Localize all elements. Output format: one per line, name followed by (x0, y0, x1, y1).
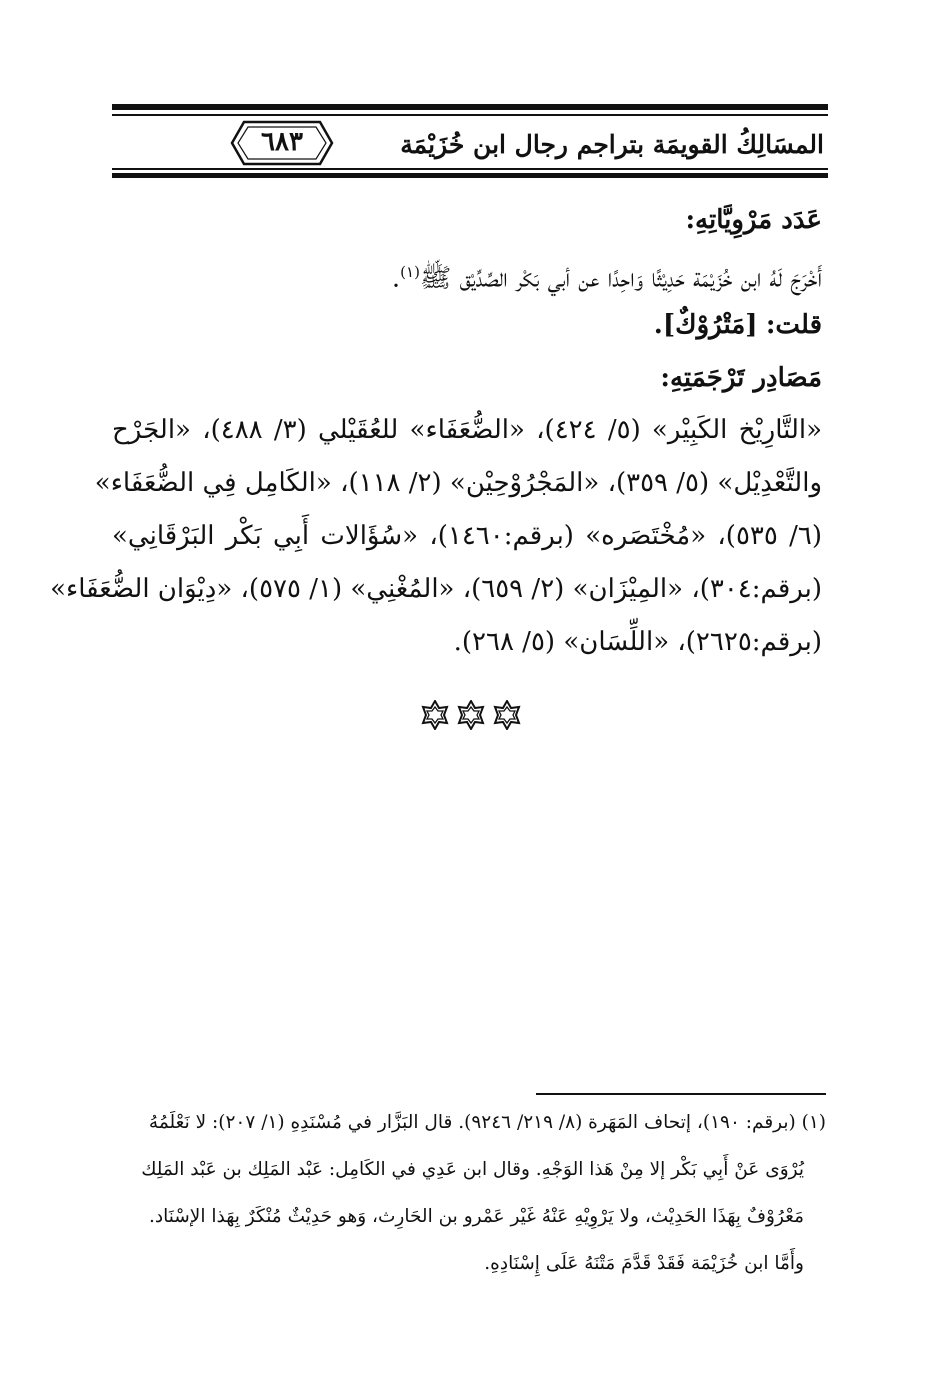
page-number-badge (230, 118, 334, 168)
narrations-paragraph (112, 252, 822, 292)
star-ornament-icon (420, 700, 450, 730)
header-rule-thin-lower (112, 168, 828, 170)
sources-line: (٦/ ٥٣٥)، «مُخْتَصَره» (برقم:١٤٦٠)، «سُؤَالات أَبِي بَكْر البَرْقَانِي» (112, 521, 823, 551)
section-heading-narrations: عَدَد مَرْوِيَّاتِهِ: (685, 205, 822, 235)
sources-line: (برقم:٢٦٢٥)، «اللِّسَان» (٥/ ٢٦٨). (453, 627, 822, 657)
section-heading-sources: مَصَادِر تَرْجَمَتِهِ: (660, 363, 822, 393)
narrations-text: أَخْرَجَ لَهُ ابن خُزَيْمَة حَدِيْثًا وَاحِدًا عن أبي بَكْر الصِّدِّيْق ﷺ (419, 263, 822, 294)
running-title: المسَالِكُ القويمَة بتراجم رجال ابن خُزَيْمَة (400, 130, 824, 159)
page-number: ٦٨٣ (261, 127, 303, 157)
star-ornament-icon (456, 700, 486, 730)
footnote-reference[interactable]: (١) (400, 263, 420, 281)
verdict-value: [مَتْرُوْكٌ]. (653, 310, 758, 340)
section-separator (420, 700, 524, 732)
narrations-text-end: . (391, 263, 401, 294)
star-ornament-icon (492, 700, 522, 730)
sources-line: (برقم:٣٠٤)، «المِيْزَان» (٢/ ٦٥٩)، «المُغْنِي» (١/ ٥٧٥)، «دِيْوَان الضُّعَفَاء» (50, 574, 822, 604)
page-header (112, 96, 828, 186)
header-rule-thin (112, 114, 828, 116)
header-rule-thick (112, 104, 828, 110)
footnote-line: وأَمَّا ابن خُزَيْمَة فَقَدْ قَدَّمَ مَتْنَهُ عَلَى إِسْنَادِهِ. (484, 1253, 804, 1274)
main-content (50, 200, 823, 675)
footnotes (112, 1106, 826, 1294)
verdict-label: قلت: (765, 310, 822, 340)
footnote-line: مَعْرُوْفٌ بِهَذَا الحَدِيْث، ولا يَرْوِيْهِ عَنْهُ غَيْر عَمْرو بن الحَارِث، وَهو حَدِيْثٌ مُنْكَرٌ بِهَذا الإسْنَاد. (148, 1206, 804, 1227)
header-rule-thick-lower (112, 173, 828, 178)
verdict-line (112, 305, 822, 345)
sources-line: «التَّارِيْخ الكَبِيْر» (٥/ ٤٢٤)، «الضُّعَفَاء» للعُقَيْلي (٣/ ٤٨٨)، «الجَرْح (112, 415, 823, 445)
footnote-separator (536, 1093, 826, 1095)
footnote-line: (١) (برقم: ١٩٠)، إتحاف المَهَرة (٨/ ٢١٩/ ٩٢٤٦). قال البَزَّار في مُسْنَدِهِ (١/ ٢٠٧): لا نَعْلَمُهُ (148, 1112, 826, 1133)
sources-line: والتَّعْدِيْل» (٥/ ٣٥٩)، «المَجْرُوْحِيْن» (٢/ ١١٨)، «الكَامِل فِي الضُّعَفَاء» (94, 468, 822, 498)
footnote-line: يُرْوَى عَنْ أَبِي بَكْر إلا مِنْ هَذا الوَجْهِ. وقال ابن عَدِي في الكَامِل: عَبْد المَلِك بن عَبْد المَلِك (141, 1159, 804, 1180)
